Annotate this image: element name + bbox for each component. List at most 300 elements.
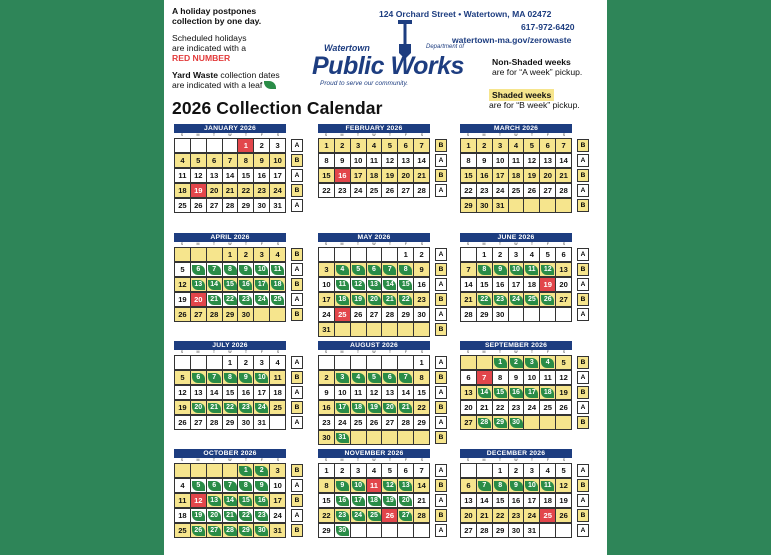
week-row	[318, 478, 448, 493]
yard-waste-day-cell: 2	[509, 355, 525, 370]
week-type-badge: B	[291, 184, 303, 197]
empty-cell	[367, 247, 383, 262]
day-cell: 4	[175, 153, 191, 168]
yard-waste-day-cell: 11	[524, 262, 540, 277]
day-cell: 23	[319, 415, 335, 430]
yard-waste-day-cell: 15	[398, 277, 414, 292]
month-april	[174, 233, 304, 337]
month-october	[174, 449, 304, 553]
empty-cell	[191, 138, 207, 153]
week-type-badge: B	[291, 464, 303, 477]
week-row	[318, 508, 448, 523]
day-cell: 21	[461, 292, 477, 307]
day-cell: 6	[556, 247, 572, 262]
empty-cell	[540, 415, 556, 430]
yard-waste-day-cell: 13	[207, 493, 223, 508]
yard-waste-day-cell: 12	[540, 262, 556, 277]
day-cell: 17	[270, 168, 286, 183]
day-cell: 26	[556, 400, 572, 415]
empty-cell	[335, 322, 351, 337]
yard-waste-day-cell: 17	[351, 493, 367, 508]
day-cell: 27	[191, 307, 207, 322]
day-cell: 13	[191, 385, 207, 400]
day-cell: 1	[398, 247, 414, 262]
yard-waste-day-cell: 2	[254, 463, 270, 478]
day-header: S	[420, 242, 424, 246]
day-cell: 18	[524, 277, 540, 292]
empty-cell	[223, 463, 239, 478]
day-cell: 28	[207, 415, 223, 430]
day-header: F	[260, 133, 264, 137]
week-type-badge: B	[577, 139, 589, 152]
day-cell: 15	[238, 168, 254, 183]
day-cell: 30	[319, 430, 335, 445]
week-type-badge: B	[577, 356, 589, 369]
week-type-badge: A	[291, 386, 303, 399]
day-header: M	[482, 350, 486, 354]
day-header: S	[324, 350, 328, 354]
week-type-badge: B	[291, 154, 303, 167]
week-type-badge: B	[435, 139, 447, 152]
day-cell: 25	[270, 400, 286, 415]
day-header: T	[244, 242, 248, 246]
yard-waste-day-cell: 29	[238, 523, 254, 538]
week-type-badge: A	[291, 416, 303, 429]
day-header: F	[546, 242, 550, 246]
empty-cell	[351, 247, 367, 262]
empty-cell	[398, 430, 414, 445]
day-cell: 2	[335, 463, 351, 478]
day-cell: 1	[223, 355, 239, 370]
empty-cell	[270, 307, 286, 322]
day-cell: 8	[493, 370, 509, 385]
day-cell: 2	[238, 355, 254, 370]
day-cell: 22	[319, 183, 335, 198]
day-cell: 25	[367, 183, 383, 198]
day-cell: 4	[367, 138, 383, 153]
yard-waste-note: Yard Waste collection dates are indicated with a leaf	[172, 70, 280, 90]
logo-town: Watertown	[324, 43, 370, 53]
day-cell: 3	[270, 138, 286, 153]
day-cell: 14	[398, 385, 414, 400]
day-cell: 6	[207, 153, 223, 168]
day-cell: 29	[238, 198, 254, 213]
week-row	[318, 385, 448, 400]
day-header: S	[466, 458, 470, 462]
day-cell: 30	[254, 198, 270, 213]
yard-waste-day-cell: 22	[398, 292, 414, 307]
empty-cell	[207, 247, 223, 262]
day-cell: 7	[414, 463, 430, 478]
yard-waste-day-cell: 26	[540, 292, 556, 307]
day-cell: 11	[367, 153, 383, 168]
yard-waste-day-cell: 7	[223, 478, 239, 493]
yard-waste-day-cell: 13	[367, 277, 383, 292]
day-cell: 27	[207, 198, 223, 213]
day-cell: 28	[414, 508, 430, 523]
week-type-badge: A	[435, 464, 447, 477]
day-cell: 5	[175, 370, 191, 385]
day-cell: 19	[556, 385, 572, 400]
day-header: T	[530, 350, 534, 354]
day-cell: 14	[477, 493, 493, 508]
day-cell: 8	[461, 153, 477, 168]
day-header: W	[514, 242, 518, 246]
yard-waste-day-cell: 7	[398, 370, 414, 385]
empty-cell	[414, 322, 430, 337]
day-header: F	[404, 350, 408, 354]
day-cell: 20	[556, 277, 572, 292]
day-cell: 15	[319, 168, 335, 183]
yard-waste-day-cell: 21	[223, 508, 239, 523]
day-header: M	[482, 133, 486, 137]
day-cell: 8	[319, 478, 335, 493]
yard-waste-day-cell: 22	[223, 292, 239, 307]
day-cell: 22	[493, 400, 509, 415]
empty-cell	[509, 198, 525, 213]
empty-cell	[540, 523, 556, 538]
day-cell: 11	[175, 168, 191, 183]
empty-cell	[175, 463, 191, 478]
week-type-badge: B	[291, 401, 303, 414]
yard-waste-day-cell: 24	[254, 400, 270, 415]
day-cell: 28	[414, 183, 430, 198]
day-header: T	[356, 133, 360, 137]
holiday-day-cell: 7	[477, 370, 493, 385]
day-cell: 27	[461, 415, 477, 430]
day-cell: 24	[319, 307, 335, 322]
yard-waste-day-cell: 17	[524, 385, 540, 400]
yard-waste-day-cell: 15	[238, 493, 254, 508]
yard-waste-day-cell: 9	[335, 478, 351, 493]
day-header: T	[212, 458, 216, 462]
day-header: S	[466, 350, 470, 354]
week-row	[174, 478, 304, 493]
empty-cell	[461, 247, 477, 262]
empty-cell	[524, 307, 540, 322]
yard-waste-day-cell: 20	[382, 400, 398, 415]
week-row	[174, 523, 304, 538]
day-cell: 26	[367, 415, 383, 430]
week-row	[318, 463, 448, 478]
yard-waste-day-cell: 6	[191, 262, 207, 277]
day-cell: 21	[477, 400, 493, 415]
day-cell: 3	[270, 463, 286, 478]
empty-cell	[509, 307, 525, 322]
week-row	[174, 400, 304, 415]
yard-waste-day-cell: 30	[335, 523, 351, 538]
week-row	[460, 493, 590, 508]
day-cell: 27	[398, 183, 414, 198]
yard-waste-day-cell: 10	[351, 478, 367, 493]
week-row	[460, 307, 590, 322]
yard-waste-day-cell: 14	[207, 277, 223, 292]
day-header: T	[356, 242, 360, 246]
day-header: T	[388, 458, 392, 462]
yard-waste-day-cell: 29	[493, 415, 509, 430]
day-cell: 18	[509, 168, 525, 183]
holiday-day-cell: 16	[335, 168, 351, 183]
day-cell: 17	[319, 292, 335, 307]
day-cell: 10	[493, 153, 509, 168]
week-row	[174, 247, 304, 262]
empty-cell	[351, 430, 367, 445]
day-cell: 16	[414, 277, 430, 292]
day-cell: 5	[556, 355, 572, 370]
day-header: T	[212, 350, 216, 354]
empty-cell	[461, 463, 477, 478]
day-cell: 24	[270, 508, 286, 523]
day-header: S	[420, 458, 424, 462]
day-header: S	[420, 350, 424, 354]
month-title: FEBRUARY 2026	[318, 124, 430, 133]
day-cell: 16	[509, 493, 525, 508]
empty-cell	[477, 355, 493, 370]
month-june	[460, 233, 590, 337]
calendar-sheet	[164, 0, 607, 555]
week-row	[318, 168, 448, 183]
yard-waste-day-cell: 8	[238, 478, 254, 493]
yard-waste-day-cell: 25	[524, 292, 540, 307]
yard-waste-day-cell: 23	[254, 508, 270, 523]
day-cell: 18	[175, 508, 191, 523]
day-header: S	[180, 350, 184, 354]
day-cell: 15	[319, 493, 335, 508]
holiday-day-cell: 19	[191, 183, 207, 198]
empty-cell	[556, 198, 572, 213]
week-type-badge: B	[577, 509, 589, 522]
day-header: W	[514, 350, 518, 354]
day-cell: 19	[524, 168, 540, 183]
empty-cell	[367, 523, 383, 538]
week-type-badge: B	[577, 263, 589, 276]
day-cell: 8	[414, 370, 430, 385]
day-header: W	[514, 133, 518, 137]
day-cell: 16	[238, 385, 254, 400]
day-cell: 26	[175, 307, 191, 322]
day-cell: 5	[382, 463, 398, 478]
empty-cell	[461, 355, 477, 370]
day-cell: 17	[509, 277, 525, 292]
day-cell: 9	[477, 153, 493, 168]
yard-waste-day-cell: 15	[223, 277, 239, 292]
week-row	[174, 198, 304, 213]
empty-cell	[398, 355, 414, 370]
day-cell: 24	[351, 183, 367, 198]
day-cell: 30	[238, 307, 254, 322]
day-cell: 22	[414, 400, 430, 415]
week-type-badge: B	[291, 308, 303, 321]
yard-waste-day-cell: 18	[367, 493, 383, 508]
day-cell: 8	[238, 153, 254, 168]
yard-waste-day-cell: 16	[254, 493, 270, 508]
yard-waste-day-cell: 9	[493, 262, 509, 277]
day-cell: 17	[270, 493, 286, 508]
day-cell: 28	[382, 307, 398, 322]
week-type-badge: A	[435, 278, 447, 291]
week-type-badge: B	[577, 169, 589, 182]
day-cell: 12	[175, 277, 191, 292]
month-september	[460, 341, 590, 445]
day-header: S	[324, 133, 328, 137]
day-header: T	[244, 133, 248, 137]
day-cell: 4	[175, 478, 191, 493]
week-type-badge: A	[435, 184, 447, 197]
day-cell: 28	[477, 523, 493, 538]
day-cell: 24	[524, 508, 540, 523]
day-header: T	[356, 458, 360, 462]
yard-waste-day-cell: 1	[493, 355, 509, 370]
day-cell: 13	[461, 385, 477, 400]
day-cell: 27	[556, 292, 572, 307]
day-header: S	[562, 350, 566, 354]
day-cell: 10	[319, 277, 335, 292]
month-title: AUGUST 2026	[318, 341, 430, 350]
day-cell: 11	[175, 493, 191, 508]
address: 124 Orchard Street • Watertown, MA 02472	[379, 9, 552, 19]
day-header: S	[276, 242, 280, 246]
yard-waste-day-cell: 6	[207, 478, 223, 493]
yard-waste-day-cell: 6	[367, 262, 383, 277]
day-cell: 4	[540, 463, 556, 478]
day-cell: 29	[223, 307, 239, 322]
week-type-badge: B	[435, 479, 447, 492]
empty-cell	[351, 322, 367, 337]
day-header: T	[388, 350, 392, 354]
yard-waste-day-cell: 18	[540, 385, 556, 400]
holiday-day-cell: 20	[191, 292, 207, 307]
day-cell: 26	[556, 508, 572, 523]
yard-waste-day-cell: 17	[254, 277, 270, 292]
yard-waste-day-cell: 17	[335, 400, 351, 415]
day-cell: 25	[351, 415, 367, 430]
day-cell: 6	[461, 478, 477, 493]
day-header: M	[196, 133, 200, 137]
day-cell: 12	[175, 385, 191, 400]
yard-waste-day-cell: 14	[382, 277, 398, 292]
empty-cell	[540, 307, 556, 322]
month-title: JUNE 2026	[460, 233, 572, 242]
day-header: T	[388, 242, 392, 246]
week-type-badge: B	[291, 524, 303, 537]
week-row	[460, 247, 590, 262]
week-type-badge: B	[291, 494, 303, 507]
week-row	[318, 415, 448, 430]
day-header: F	[546, 350, 550, 354]
day-cell: 30	[238, 415, 254, 430]
day-cell: 26	[175, 415, 191, 430]
week-type-badge: A	[291, 199, 303, 212]
empty-cell	[351, 523, 367, 538]
day-cell: 31	[319, 322, 335, 337]
day-cell: 12	[556, 370, 572, 385]
month-november	[318, 449, 448, 553]
week-row	[460, 415, 590, 430]
day-cell: 20	[461, 508, 477, 523]
week-row	[174, 168, 304, 183]
day-cell: 24	[524, 400, 540, 415]
day-cell: 27	[461, 523, 477, 538]
week-type-badge: B	[577, 416, 589, 429]
yard-waste-day-cell: 22	[477, 292, 493, 307]
day-cell: 22	[461, 183, 477, 198]
empty-cell	[477, 463, 493, 478]
day-cell: 7	[223, 153, 239, 168]
week-row	[174, 508, 304, 523]
day-cell: 15	[223, 385, 239, 400]
day-cell: 20	[461, 400, 477, 415]
day-header: F	[260, 458, 264, 462]
yard-waste-day-cell: 24	[254, 292, 270, 307]
day-header: T	[530, 242, 534, 246]
day-cell: 31	[524, 523, 540, 538]
yard-waste-day-cell: 16	[509, 385, 525, 400]
yard-waste-day-cell: 23	[238, 292, 254, 307]
week-type-badge: A	[435, 494, 447, 507]
day-cell: 21	[414, 168, 430, 183]
day-cell: 3	[493, 138, 509, 153]
day-cell: 3	[351, 463, 367, 478]
yard-waste-day-cell: 19	[382, 493, 398, 508]
week-type-badge: A	[577, 154, 589, 167]
week-type-badge: A	[291, 293, 303, 306]
website-link[interactable]: watertown-ma.gov/zerowaste	[452, 35, 572, 45]
day-header: M	[196, 458, 200, 462]
day-cell: 2	[509, 463, 525, 478]
day-cell: 7	[556, 138, 572, 153]
empty-cell	[382, 523, 398, 538]
yard-waste-day-cell: 10	[524, 478, 540, 493]
week-type-badge: A	[291, 263, 303, 276]
day-header: T	[244, 350, 248, 354]
week-row	[174, 385, 304, 400]
day-header: W	[372, 242, 376, 246]
week-row	[318, 277, 448, 292]
day-cell: 8	[319, 153, 335, 168]
week-row	[174, 262, 304, 277]
logo-tagline: Proud to serve our community.	[320, 80, 409, 87]
yard-waste-day-cell: 31	[335, 430, 351, 445]
empty-cell	[524, 198, 540, 213]
week-row	[174, 307, 304, 322]
week-row	[318, 183, 448, 198]
yard-waste-day-cell: 23	[493, 292, 509, 307]
yard-waste-day-cell: 15	[493, 385, 509, 400]
yard-waste-day-cell: 21	[207, 292, 223, 307]
day-cell: 20	[540, 168, 556, 183]
week-row	[174, 138, 304, 153]
day-cell: 16	[477, 168, 493, 183]
day-cell: 28	[223, 198, 239, 213]
day-cell: 12	[382, 153, 398, 168]
empty-cell	[207, 355, 223, 370]
day-cell: 13	[540, 153, 556, 168]
day-header: M	[482, 242, 486, 246]
week-type-badge: B	[577, 293, 589, 306]
week-row	[174, 355, 304, 370]
day-cell: 19	[175, 292, 191, 307]
yard-waste-day-cell: 7	[207, 370, 223, 385]
day-cell: 10	[351, 153, 367, 168]
empty-cell	[175, 355, 191, 370]
month-january	[174, 124, 304, 228]
empty-cell	[556, 415, 572, 430]
yard-waste-day-cell: 10	[254, 262, 270, 277]
week-type-badge: A	[577, 524, 589, 537]
empty-cell	[335, 247, 351, 262]
yard-waste-day-cell: 3	[335, 370, 351, 385]
yard-waste-day-cell: 12	[382, 478, 398, 493]
